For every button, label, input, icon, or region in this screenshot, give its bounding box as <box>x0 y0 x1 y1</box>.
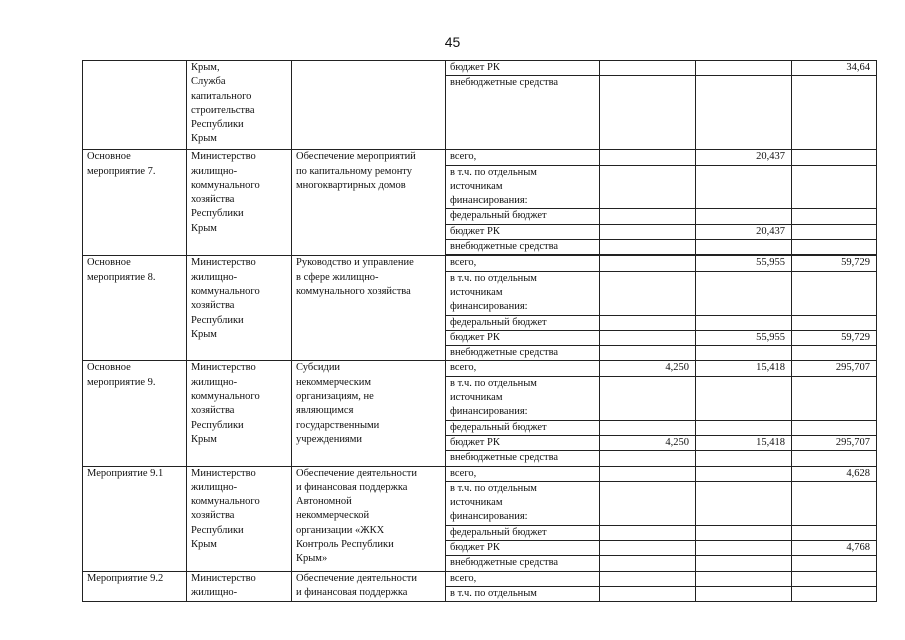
value-cell: 4,250 <box>600 361 696 376</box>
measure-name-cell <box>83 61 187 150</box>
value-cell <box>696 76 792 150</box>
executor-cell: Крым, Служба капитального строительства Республики Крым <box>187 61 292 150</box>
measure-title-cell: Руководство и управление в сфере жилищно- коммунального хозяйства <box>292 256 446 361</box>
value-cell <box>600 315 696 330</box>
value-cell <box>600 209 696 224</box>
table-row <box>83 150 877 165</box>
value-cell <box>600 330 696 345</box>
value-cell <box>600 466 696 481</box>
value-cell <box>600 150 696 165</box>
source-cell: в т.ч. по отдельным источникам финансирования: <box>446 271 600 315</box>
value-cell <box>792 165 877 209</box>
value-cell: 20,437 <box>696 224 792 239</box>
source-cell: федеральный бюджет <box>446 525 600 540</box>
executor-cell: Министерство жилищно- <box>187 571 292 602</box>
source-cell: внебюджетные средства <box>446 556 600 571</box>
value-cell: 4,250 <box>600 435 696 450</box>
value-cell <box>696 315 792 330</box>
value-cell: 15,418 <box>696 361 792 376</box>
measure-name-cell: Мероприятие 9.1 <box>83 466 187 571</box>
value-cell <box>792 315 877 330</box>
value-cell <box>792 571 877 586</box>
measure-title-cell <box>292 61 446 150</box>
source-cell: внебюджетные средства <box>446 451 600 466</box>
value-cell <box>696 346 792 361</box>
value-cell: 295,707 <box>792 435 877 450</box>
value-cell: 15,418 <box>696 435 792 450</box>
source-cell: бюджет РК <box>446 224 600 239</box>
value-cell <box>600 541 696 556</box>
value-cell <box>696 240 792 255</box>
value-cell <box>600 571 696 586</box>
value-cell <box>696 466 792 481</box>
executor-cell: Министерство жилищно- коммунального хозяйства Республики Крым <box>187 361 292 466</box>
value-cell <box>600 165 696 209</box>
source-cell: в т.ч. по отдельным источникам финансирования: <box>446 165 600 209</box>
value-cell <box>696 586 792 601</box>
source-cell: в т.ч. по отдельным <box>446 586 600 601</box>
value-cell <box>792 150 877 165</box>
source-cell: всего, <box>446 361 600 376</box>
value-cell <box>792 346 877 361</box>
source-cell: внебюджетные средства <box>446 240 600 255</box>
measure-name-cell: Основное мероприятие 9. <box>83 361 187 466</box>
measure-title-cell: Обеспечение деятельности и финансовая поддержка <box>292 571 446 602</box>
value-cell: 55,955 <box>696 256 792 271</box>
value-cell: 59,729 <box>792 330 877 345</box>
measure-name-cell: Основное мероприятие 8. <box>83 256 187 361</box>
source-cell: бюджет РК <box>446 541 600 556</box>
source-cell: всего, <box>446 466 600 481</box>
value-cell: 34,64 <box>792 61 877 76</box>
value-cell <box>792 209 877 224</box>
executor-cell: Министерство жилищно- коммунального хозяйства Республики Крым <box>187 150 292 256</box>
value-cell <box>792 556 877 571</box>
value-cell <box>792 420 877 435</box>
value-cell <box>696 165 792 209</box>
value-cell <box>792 76 877 150</box>
value-cell <box>792 481 877 525</box>
table-row <box>83 61 877 76</box>
measure-title-cell: Обеспечение мероприятий по капитальному ремонту многоквартирных домов <box>292 150 446 256</box>
value-cell <box>696 541 792 556</box>
source-cell: всего, <box>446 571 600 586</box>
measure-title-cell: Обеспечение деятельности и финансовая поддержка Автономной некоммерческой организации «ЖКХ Контроль Республики Крым» <box>292 466 446 571</box>
value-cell: 55,955 <box>696 330 792 345</box>
measure-name-cell: Мероприятие 9.2 <box>83 571 187 602</box>
value-cell <box>600 481 696 525</box>
page-number: 45 <box>444 34 461 50</box>
value-cell <box>792 224 877 239</box>
source-cell: бюджет РК <box>446 330 600 345</box>
value-cell <box>600 240 696 255</box>
value-cell <box>600 256 696 271</box>
source-cell: бюджет РК <box>446 435 600 450</box>
executor-cell: Министерство жилищно- коммунального хозяйства Республики Крым <box>187 256 292 361</box>
source-cell: всего, <box>446 256 600 271</box>
value-cell <box>792 376 877 420</box>
source-cell: внебюджетные средства <box>446 346 600 361</box>
value-cell <box>696 481 792 525</box>
value-cell <box>696 420 792 435</box>
value-cell <box>792 240 877 255</box>
table-row <box>83 571 877 586</box>
value-cell: 4,768 <box>792 541 877 556</box>
value-cell <box>792 525 877 540</box>
value-cell <box>696 571 792 586</box>
table-row <box>83 361 877 376</box>
source-cell: внебюджетные средства <box>446 76 600 150</box>
value-cell <box>792 271 877 315</box>
value-cell <box>792 451 877 466</box>
value-cell <box>696 451 792 466</box>
value-cell <box>600 525 696 540</box>
value-cell <box>696 61 792 76</box>
value-cell <box>600 556 696 571</box>
value-cell <box>600 76 696 150</box>
value-cell <box>600 420 696 435</box>
source-cell: в т.ч. по отдельным источникам финансирования: <box>446 376 600 420</box>
value-cell <box>696 209 792 224</box>
value-cell: 20,437 <box>696 150 792 165</box>
value-cell <box>696 525 792 540</box>
measure-title-cell: Субсидии некоммерческим организациям, не являющимся государственными учреждениями <box>292 361 446 466</box>
value-cell <box>600 376 696 420</box>
value-cell: 4,628 <box>792 466 877 481</box>
table-row <box>83 466 877 481</box>
executor-cell: Министерство жилищно- коммунального хозяйства Республики Крым <box>187 466 292 571</box>
value-cell <box>600 61 696 76</box>
value-cell <box>792 586 877 601</box>
value-cell: 59,729 <box>792 256 877 271</box>
source-cell: федеральный бюджет <box>446 209 600 224</box>
value-cell <box>600 586 696 601</box>
value-cell: 295,707 <box>792 361 877 376</box>
value-cell <box>600 346 696 361</box>
source-cell: федеральный бюджет <box>446 315 600 330</box>
source-cell: федеральный бюджет <box>446 420 600 435</box>
financing-table <box>82 60 877 602</box>
source-cell: бюджет РК <box>446 61 600 76</box>
value-cell <box>600 224 696 239</box>
table-row <box>83 256 877 271</box>
value-cell <box>600 451 696 466</box>
source-cell: в т.ч. по отдельным источникам финансирования: <box>446 481 600 525</box>
value-cell <box>600 271 696 315</box>
source-cell: всего, <box>446 150 600 165</box>
measure-name-cell: Основное мероприятие 7. <box>83 150 187 256</box>
value-cell <box>696 376 792 420</box>
value-cell <box>696 271 792 315</box>
value-cell <box>696 556 792 571</box>
